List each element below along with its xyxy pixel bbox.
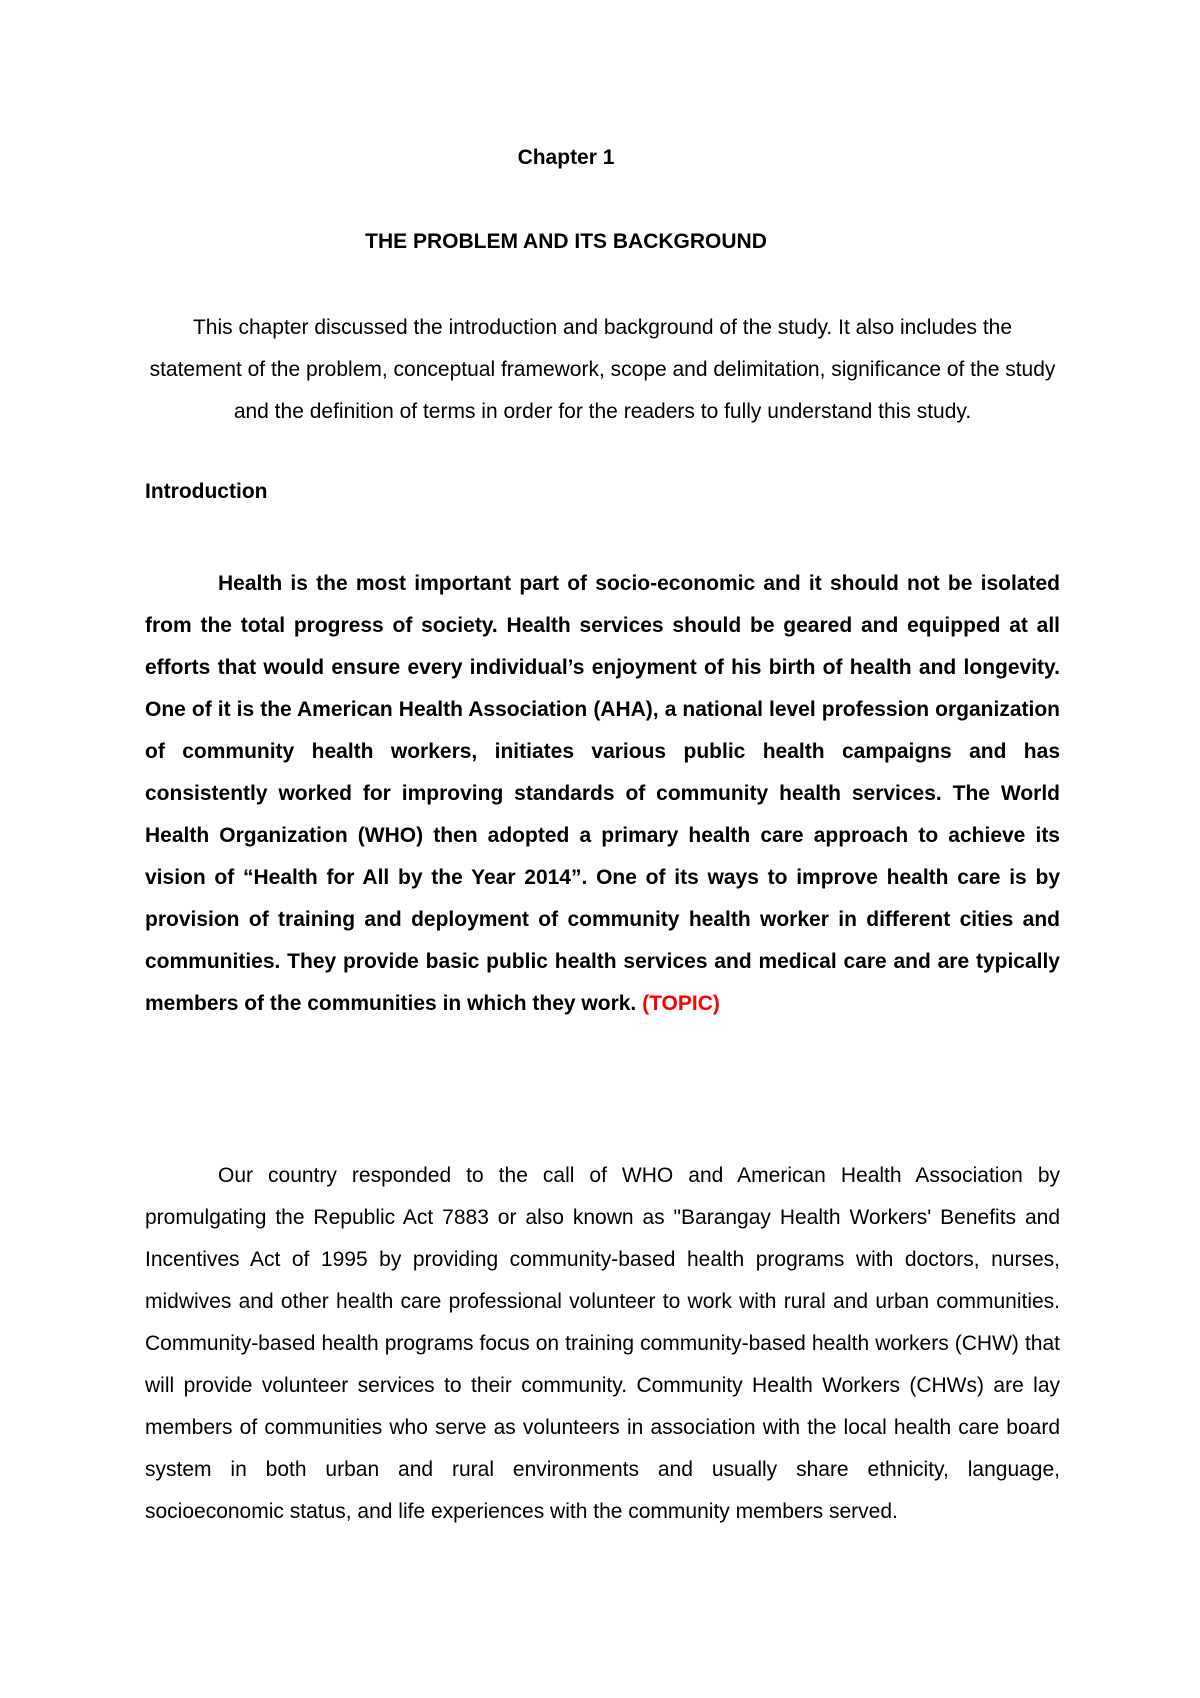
paragraph-2-text: Our country responded to the call of WHO and American Health Association by promulgating the Republic Act 7883 or also known as "Barangay Health Workers' Benefits and Incentives Act of 1995 by providing community-based health programs with doctors, nurses, midwives and other health care professional volunteer to work with rural and urban communities. Community-based health programs focus on training community-based health workers (CHW) that will provide volunteer services to their community. Community Health Workers (CHWs) are lay members of communities who serve as volunteers in association with the local health care board system in both urban and rural environments and usually share ethnicity, language, socioeconomic status, and life experiences with the community members served. [145, 1164, 1060, 1523]
chapter-intro-text: This chapter discussed the introduction and background of the study. It also includes the statement of the problem, conceptual framework, scope and delimitation, significance of the study and the definition of terms in order for the readers to fully understand this study. [149, 316, 1056, 423]
paragraph-1-text: Health is the most important part of socio-economic and it should not be isolated from the total progress of society. Health services should be geared and equipped at all efforts that would ensure every individual’s enjoyment of his birth of health and longevity. One of it is the American Health Association (AHA), a national level profession organization of community health workers, initiates various public health campaigns and has consistently worked for improving standards of community health services. The World Health Organization (WHO) then adopted a primary health care approach to achieve its vision of “Health for All by the Year 2014”. One of its ways to improve health care is by provision of training and deployment of community health worker in different cities and communities. They provide basic public health services and medical care and are typically members of the communities in which they work. [145, 572, 1060, 1015]
chapter-title: THE PROBLEM AND ITS BACKGROUND [365, 230, 767, 253]
introduction-paragraph-2 [145, 1155, 1060, 1533]
chapter-intro [145, 307, 1060, 433]
topic-tag: (TOPIC) [642, 992, 720, 1015]
section-heading-introduction: Introduction [145, 480, 268, 503]
chapter-number: Chapter 1 [517, 146, 615, 169]
introduction-paragraph-1 [145, 563, 1060, 1025]
